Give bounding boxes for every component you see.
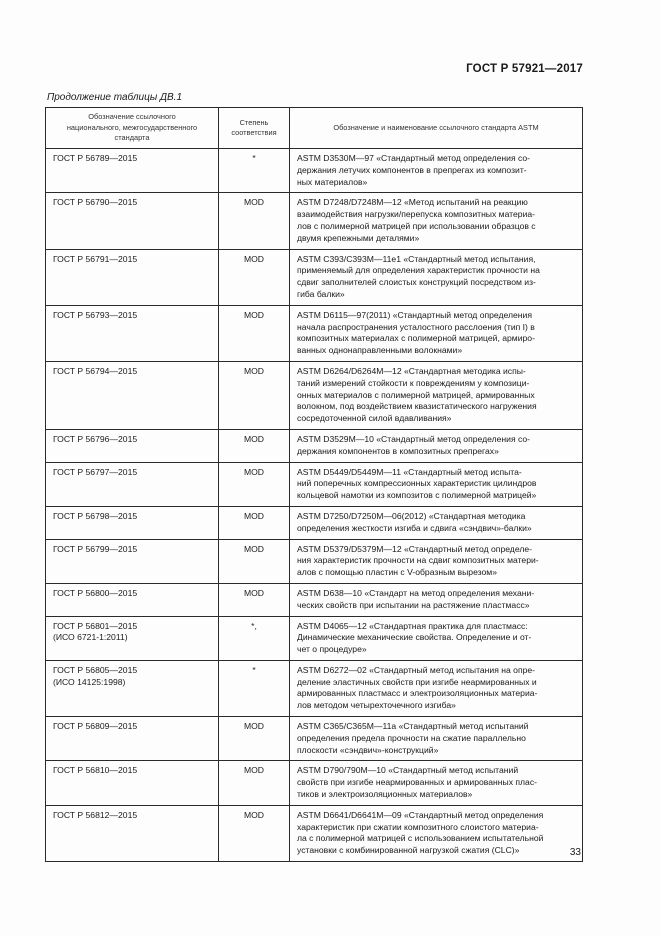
astm-text-line: кольцевой намотки из композитов с полимерной матрицей»	[297, 490, 537, 501]
degree-value: MOD	[243, 433, 265, 444]
table-row	[46, 361, 583, 429]
astm-text-line: тиков и электроизоляционных материалов»	[297, 789, 473, 800]
table-header-row	[46, 108, 583, 149]
degree-cell	[219, 805, 290, 861]
astm-text-line: Динамические механические свойства. Определение и от-	[297, 632, 532, 643]
table-row	[46, 149, 583, 193]
degree-value: MOD	[243, 197, 265, 208]
gost-designation-cell	[46, 583, 219, 616]
degree-value: MOD	[243, 253, 265, 264]
astm-standard-cell	[290, 149, 583, 193]
gost-designation-cell	[46, 149, 219, 193]
gost-designation-cell	[46, 305, 219, 361]
astm-standard-cell	[290, 761, 583, 805]
astm-text-line: армированных пластмасс и электроизоляционных материа-	[297, 688, 538, 699]
table-row	[46, 429, 583, 462]
astm-text-line: ASTM D638—10 «Стандарт на метод определения механи-	[297, 587, 535, 598]
table-row	[46, 462, 583, 506]
gost-designation-cell	[46, 616, 219, 660]
table-row	[46, 193, 583, 249]
gost-designation-cell	[46, 717, 219, 761]
gost-designation: ГОСТ Р 56789—2015	[53, 153, 138, 163]
astm-text-line: ла с полимерной матрицей с использованием испытательной	[297, 833, 544, 844]
header-national-standard	[46, 108, 219, 149]
astm-text-line: ASTM D4065—12 «Стандартная практика для пластмасс:	[297, 620, 528, 631]
gost-designation: ГОСТ Р 56800—2015	[53, 587, 138, 598]
astm-text-line: плоскости «сэндвич»-конструкций»	[297, 744, 439, 755]
degree-cell	[219, 361, 290, 429]
header-degree	[219, 108, 290, 149]
astm-text-line: онных материалов с полимерной матрицей, армированных	[297, 389, 535, 400]
degree-cell	[219, 717, 290, 761]
page-number: 33	[569, 847, 581, 858]
degree-value: MOD	[243, 809, 265, 820]
header-text-line: Обозначение и наименование ссылочного стандарта ASTM	[333, 122, 539, 132]
astm-text-line: ASTM C365/C365M—11а «Стандартный метод испытаний	[297, 721, 529, 732]
astm-standard-cell	[290, 506, 583, 539]
header-text-line: национального, межгосударственного	[66, 122, 198, 132]
gost-designation: ГОСТ Р 56793—2015	[53, 309, 138, 320]
table-row	[46, 305, 583, 361]
astm-text-line: ческих свойств при испытании на растяжение пластмасс»	[297, 599, 530, 610]
header-text-line: соответствия	[231, 128, 277, 137]
astm-text-line: лов с полимерной матрицей при использовании образцов с	[297, 220, 536, 231]
degree-cell	[219, 149, 290, 193]
gost-designation: ГОСТ Р 56799—2015	[53, 543, 138, 554]
astm-text-line: ний поперечных компрессионных характеристик цилиндров	[297, 478, 537, 489]
degree-value: MOD	[243, 510, 265, 521]
gost-designation: ГОСТ Р 56798—2015	[53, 510, 138, 521]
astm-text-line: ASTM D6264/D6264M—12 «Стандартная методика испы-	[297, 365, 526, 376]
degree-value: MOD	[243, 466, 265, 477]
astm-text-line: ASTM D5449/D5449M—11 «Стандартный метод испыта-	[297, 466, 522, 477]
reference-table	[45, 107, 583, 862]
degree-value: MOD	[243, 765, 265, 776]
gost-designation-cell	[46, 462, 219, 506]
astm-standard-cell	[290, 361, 583, 429]
astm-text-line: ASTM C393/C393M—11е1 «Стандартный метод испытания,	[297, 253, 536, 264]
astm-standard-cell	[290, 249, 583, 305]
gost-designation: (ИСО 6721-1:2011)	[53, 632, 128, 643]
gost-designation: ГОСТ Р 56809—2015	[53, 721, 138, 732]
astm-standard-cell	[290, 616, 583, 660]
table-row	[46, 583, 583, 616]
astm-text-line: ванных однонаправленными волокнами»	[297, 345, 463, 356]
astm-text-line: ASTM D3529M—10 «Стандартный метод определения со-	[297, 433, 531, 444]
astm-text-line: начала распространения усталостного расслоения (тип I) в	[297, 321, 535, 332]
table-row	[46, 616, 583, 660]
astm-text-line: определения предела прочности на сжатие параллельно	[297, 732, 526, 743]
table-row	[46, 660, 583, 716]
astm-standard-cell	[290, 462, 583, 506]
table-row	[46, 717, 583, 761]
table-caption: Продолжение таблицы ДВ.1	[47, 92, 183, 103]
degree-cell	[219, 462, 290, 506]
gost-designation: ГОСТ Р 56812—2015	[53, 809, 138, 820]
gost-designation: ГОСТ Р 56805—2015	[53, 664, 138, 675]
astm-text-line: характеристик при сжатии композитного слоистого материа-	[297, 821, 539, 832]
header-text-line: Степень	[239, 117, 269, 127]
degree-value: MOD	[243, 543, 265, 554]
gost-designation-cell	[46, 805, 219, 861]
degree-value: MOD	[243, 309, 265, 320]
gost-designation: ГОСТ Р 56796—2015	[53, 433, 138, 444]
astm-standard-cell	[290, 717, 583, 761]
astm-text-line: ASTM D6641/D6641M—09 «Стандартный метод определения	[297, 809, 544, 820]
gost-designation-cell	[46, 761, 219, 805]
astm-text-line: композитных материалах с полимерной матрицей, армиро-	[297, 333, 535, 344]
astm-text-line: волокном, под воздействием квазистатического нагружения	[297, 401, 537, 412]
astm-text-line: ASTM D6115—97(2011) «Стандартный метод определения	[297, 309, 533, 320]
astm-standard-cell	[290, 193, 583, 249]
header-text-line: стандарта	[114, 133, 150, 143]
astm-text-line: держания летучих компонентов в препрегах из композит-	[297, 164, 527, 175]
astm-text-line: ASTM D790/790M—10 «Стандартный метод испытаний	[297, 765, 519, 776]
gost-designation-cell	[46, 660, 219, 716]
gost-designation: ГОСТ Р 56797—2015	[53, 466, 138, 477]
astm-text-line: держания компонентов в композитных препрегах»	[297, 445, 499, 456]
astm-text-line: определения жесткости изгиба и сдвига «сэндвич»-балки»	[297, 522, 532, 533]
table-row	[46, 249, 583, 305]
degree-cell	[219, 583, 290, 616]
astm-text-line: гиба балки»	[297, 288, 345, 299]
table-row	[46, 506, 583, 539]
degree-value: *,	[251, 620, 257, 631]
gost-designation: ГОСТ Р 56801—2015	[53, 620, 138, 631]
astm-text-line: свойств при изгибе неармированных и армированных плас-	[297, 777, 537, 788]
astm-text-line: чет о процедуре»	[297, 644, 367, 655]
degree-cell	[219, 193, 290, 249]
gost-designation-cell	[46, 429, 219, 462]
degree-cell	[219, 429, 290, 462]
gost-designation: ГОСТ Р 56794—2015	[53, 365, 138, 376]
degree-value: MOD	[243, 365, 265, 376]
gost-designation-cell	[46, 539, 219, 583]
gost-designation: ГОСТ Р 56790—2015	[53, 197, 138, 208]
degree-cell	[219, 616, 290, 660]
astm-standard-cell	[290, 660, 583, 716]
degree-cell	[219, 539, 290, 583]
astm-text-line: ASTM D5379/D5379M—12 «Стандартный метод определе-	[297, 543, 532, 554]
astm-text-line: сдвиг заполнителей слоистых конструкций посредством из-	[297, 277, 536, 288]
header-astm-standard	[290, 108, 583, 149]
astm-text-line: ASTM D7248/D7248M—12 «Метод испытаний на реакцию	[297, 197, 528, 208]
astm-standard-cell	[290, 429, 583, 462]
astm-text-line: ASTM D3530M—97 «Стандартный метод определения со-	[297, 153, 531, 163]
astm-text-line: сосредоточенной силой вдавливания»	[297, 413, 452, 424]
astm-text-line: ASTM D6272—02 «Стандартный метод испытания на опре-	[297, 664, 536, 675]
gost-designation-cell	[46, 249, 219, 305]
gost-designation: ГОСТ Р 56810—2015	[53, 765, 138, 776]
gost-designation: ГОСТ Р 56791—2015	[53, 253, 138, 264]
degree-cell	[219, 305, 290, 361]
astm-text-line: деление эластичных свойств при изгибе неармированных и	[297, 676, 537, 687]
table-row	[46, 805, 583, 861]
astm-text-line: лов методом четырехточечного изгиба»	[297, 700, 456, 711]
header-text-line: Обозначение ссылочного	[88, 112, 176, 122]
astm-text-line: двумя крепежными деталями»	[297, 232, 420, 243]
astm-text-line: установки с комбинированной нагрузкой сжатия (CLC)»	[297, 845, 520, 856]
degree-value: *	[252, 153, 256, 163]
degree-value: *	[252, 664, 256, 675]
degree-cell	[219, 761, 290, 805]
astm-text-line: взаимодействия нагрузки/перепуска композитных материа-	[297, 209, 536, 220]
gost-designation-cell	[46, 361, 219, 429]
table-row	[46, 761, 583, 805]
gost-designation: (ИСО 14125:1998)	[53, 676, 126, 687]
gost-designation-cell	[46, 506, 219, 539]
degree-cell	[219, 506, 290, 539]
degree-cell	[219, 249, 290, 305]
astm-text-line: ных материалов»	[297, 176, 368, 187]
gost-designation-cell	[46, 193, 219, 249]
astm-standard-cell	[290, 539, 583, 583]
astm-standard-cell	[290, 305, 583, 361]
degree-value: MOD	[243, 721, 265, 732]
astm-text-line: ния характеристик прочности на сдвиг композитных матери-	[297, 555, 539, 566]
astm-text-line: таний измерений стойкости к повреждениям у композици-	[297, 377, 530, 388]
astm-standard-cell	[290, 805, 583, 861]
table-body	[46, 149, 583, 862]
astm-text-line: применяемый для определения характеристик прочности на	[297, 265, 540, 276]
astm-text-line: алов с помощью пластин с V-образным вырезом»	[297, 567, 497, 578]
degree-value: MOD	[243, 587, 265, 598]
astm-text-line: ASTM D7250/D7250M—06(2012) «Стандартная методика	[297, 510, 526, 521]
document-id: ГОСТ Р 57921—2017	[466, 63, 583, 75]
table-row	[46, 539, 583, 583]
degree-cell	[219, 660, 290, 716]
astm-standard-cell	[290, 583, 583, 616]
